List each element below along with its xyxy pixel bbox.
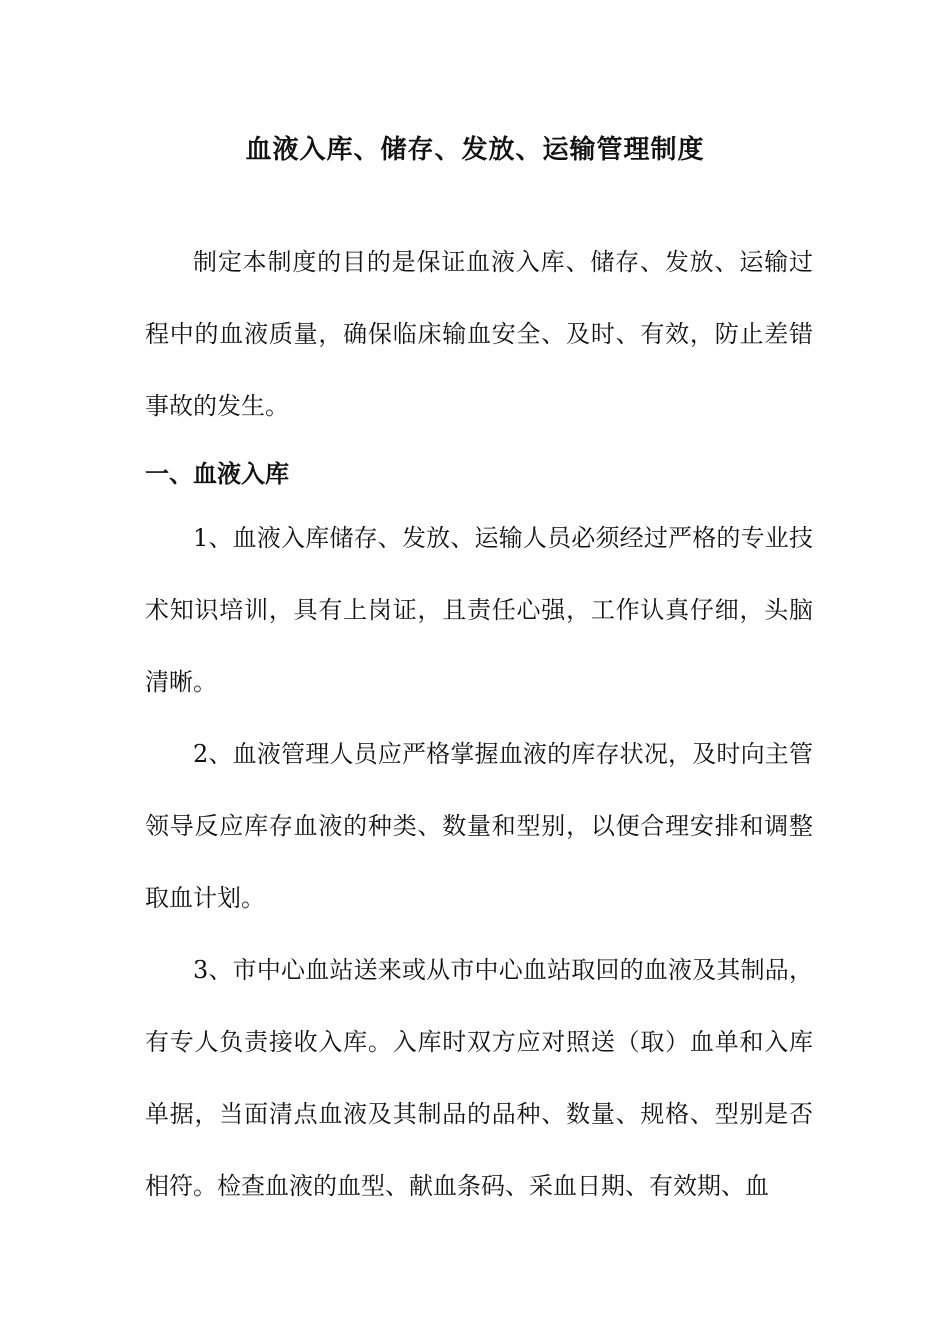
intro-block [145, 226, 813, 442]
section1-item-3: 3、市中心血站送来或从市中心血站取回的血液及其制品，有专人负责接收入库。入库时双方应对照送（取）血单和入库单据，当面清点血液及其制品的品种、数量、规格、型别是否相符。检查血液的血型、献血条码、采血日期、有效期、血 [145, 956, 813, 1200]
section1-item-3-block [145, 934, 813, 1222]
section1-item-1: 1、血液入库储存、发放、运输人员必须经过严格的专业技术知识培训，具有上岗证，且责任心强，工作认真仔细，头脑清晰。 [145, 524, 813, 696]
section1-item-2: 2、血液管理人员应严格掌握血液的库存状况，及时向主管领导反应库存血液的种类、数量和型别，以便合理安排和调整取血计划。 [145, 740, 813, 912]
document-title: 血液入库、储存、发放、运输管理制度 [245, 135, 705, 165]
intro-paragraph: 制定本制度的目的是保证血液入库、储存、发放、运输过程中的血液质量，确保临床输血安全、及时、有效，防止差错事故的发生。 [145, 248, 813, 420]
section1-item-1-block [145, 502, 813, 718]
section-heading-blood-storage: 一、血液入库 [145, 460, 289, 488]
section1-item-2-block [145, 718, 813, 934]
